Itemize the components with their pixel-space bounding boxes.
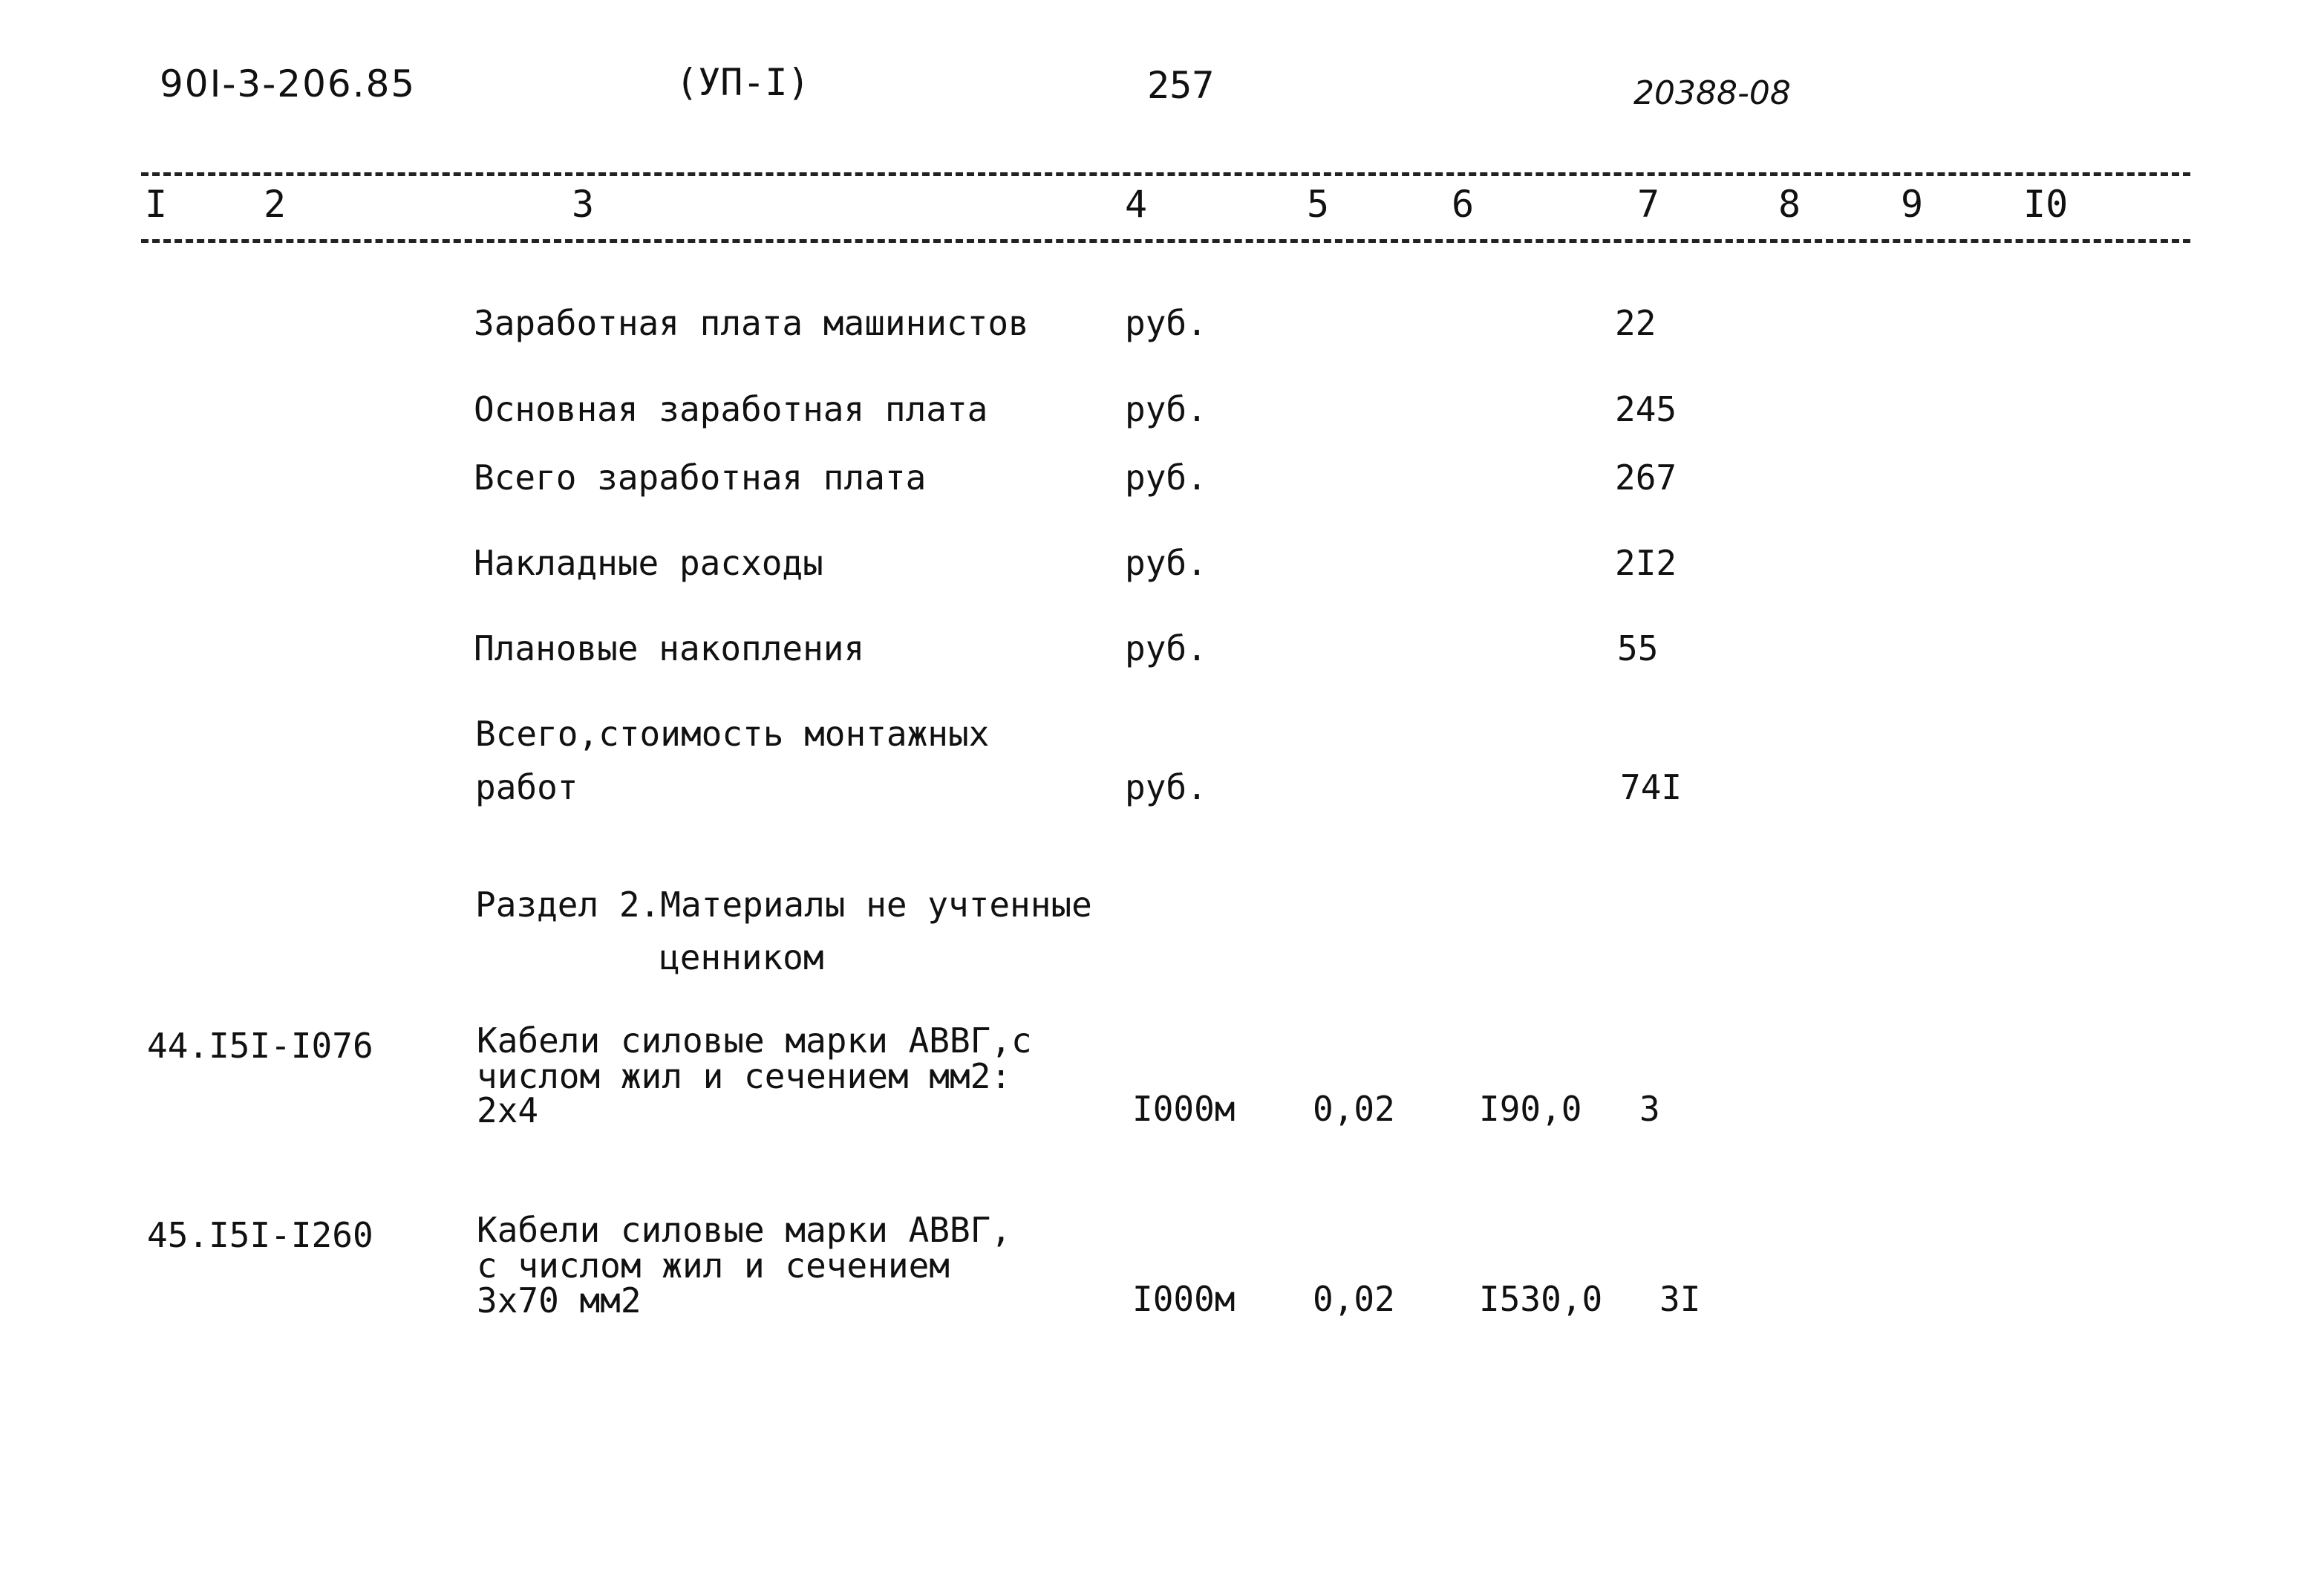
item-desc-line2: с числом жил и сечением (477, 1246, 950, 1286)
row-unit: руб. (1125, 767, 1207, 807)
item-unit: I000м (1132, 1279, 1236, 1319)
top-divider (141, 172, 2190, 176)
row-unit: руб. (1125, 628, 1207, 668)
item-desc-line1: Кабели силовые марки АВВГ,с (477, 1020, 1032, 1061)
item-price: I530,0 (1479, 1279, 1603, 1319)
section-title-line1: Раздел 2.Материалы не учтенные (475, 885, 1092, 925)
row-total: 245 (1615, 389, 1677, 429)
header-divider (141, 239, 2190, 243)
row-name: Всего заработная плата (474, 458, 927, 498)
colnum-9: 9 (1901, 183, 1924, 226)
item-desc-line2: числом жил и сечением мм2: (477, 1056, 1012, 1096)
item-unit: I000м (1132, 1089, 1236, 1129)
section-title-line2: ценником (659, 937, 824, 977)
item-total: 3 (1639, 1089, 1660, 1129)
item-price: I90,0 (1479, 1089, 1582, 1129)
row-total: 2I2 (1615, 543, 1677, 583)
colnum-7: 7 (1637, 183, 1660, 226)
colnum-6: 6 (1452, 183, 1475, 226)
archive-number: 20388-08 (1633, 74, 1791, 112)
item-qty: 0,02 (1313, 1279, 1395, 1319)
colnum-5: 5 (1307, 183, 1330, 226)
item-code: 45.I5I-I260 (147, 1215, 373, 1255)
item-desc-line1: Кабели силовые марки АВВГ, (477, 1210, 1012, 1250)
colnum-2: 2 (264, 183, 287, 226)
row-unit: руб. (1125, 389, 1207, 429)
item-code: 44.I5I-I076 (147, 1026, 373, 1066)
item-desc-line3: 3х70 мм2 (477, 1280, 642, 1321)
row-name: Плановые накопления (474, 628, 865, 668)
item-desc-line3: 2х4 (477, 1090, 539, 1130)
row-name-line2: работ (475, 767, 578, 807)
doc-code: 90I-3-206.85 (160, 62, 417, 105)
item-qty: 0,02 (1313, 1089, 1395, 1129)
row-unit: руб. (1125, 543, 1207, 583)
colnum-10: I0 (2023, 183, 2069, 226)
row-total: 22 (1615, 303, 1656, 343)
colnum-1: I (145, 183, 168, 226)
series-code: (УП-I) (676, 61, 810, 104)
row-total: 267 (1615, 458, 1677, 498)
colnum-4: 4 (1125, 183, 1148, 226)
row-total: 74I (1620, 767, 1682, 807)
row-name: Заработная плата машинистов (474, 303, 1029, 343)
page-number: 257 (1147, 64, 1215, 107)
row-name: Основная заработная плата (474, 389, 988, 429)
row-unit: руб. (1125, 303, 1207, 343)
item-total: 3I (1659, 1279, 1701, 1319)
colnum-3: 3 (572, 183, 595, 226)
row-total: 55 (1617, 628, 1659, 668)
row-name-line1: Всего,стоимость монтажных (475, 714, 990, 754)
row-name: Накладные расходы (474, 543, 823, 583)
colnum-8: 8 (1778, 183, 1801, 226)
row-unit: руб. (1125, 458, 1207, 498)
